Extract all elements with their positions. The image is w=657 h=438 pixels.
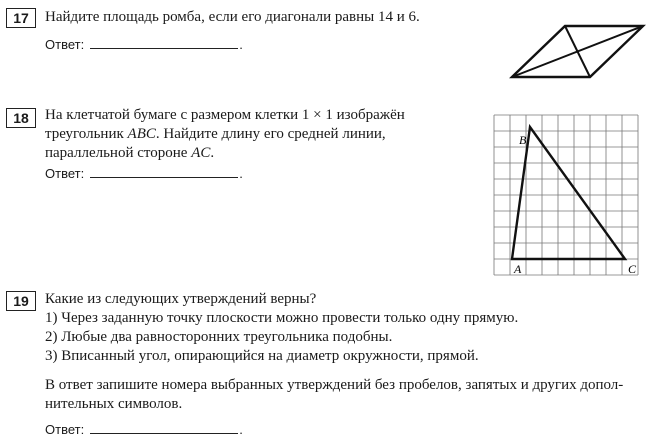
task-18-line3: параллельной стороне AC. bbox=[45, 145, 215, 161]
task-18-text bbox=[45, 106, 471, 163]
answer-label: Ответ: bbox=[45, 422, 85, 437]
task-19-answer bbox=[45, 421, 243, 438]
task-19-text bbox=[45, 290, 645, 366]
answer-line[interactable] bbox=[90, 36, 238, 49]
side-name: AC bbox=[191, 145, 211, 161]
rhombus-figure bbox=[505, 20, 650, 82]
answer-dot: . bbox=[239, 422, 243, 437]
task-19-statement-1: 1) Через заданную точку плоскости можно провести только одну прямую. bbox=[45, 310, 519, 326]
task-19-number: 19 bbox=[6, 291, 36, 311]
grid-triangle-figure bbox=[490, 110, 650, 280]
answer-line[interactable] bbox=[90, 421, 238, 434]
task-17-number: 17 bbox=[6, 8, 36, 28]
task-17-answer bbox=[45, 36, 243, 53]
label-C: C bbox=[628, 262, 637, 276]
task-19-instruction bbox=[45, 376, 649, 414]
answer-label: Ответ: bbox=[45, 166, 85, 181]
label-B: B bbox=[519, 133, 527, 147]
task-19-statement-2: 2) Любые два равносторонних треугольника подобны. bbox=[45, 329, 393, 345]
rhombus-diagonal-short bbox=[565, 26, 590, 77]
task-17-text: Найдите площадь ромба, если его диагонали равны 14 и 6. bbox=[45, 9, 420, 25]
answer-label: Ответ: bbox=[45, 37, 85, 52]
answer-dot: . bbox=[239, 37, 243, 52]
label-A: A bbox=[514, 262, 522, 276]
task-19-statement-3: 3) Вписанный угол, опирающийся на диаметр окружности, прямой. bbox=[45, 348, 479, 364]
task-18-number: 18 bbox=[6, 108, 36, 128]
task-18-line1: На клетчатой бумаге с размером клетки 1 × 1 изображён bbox=[45, 107, 405, 123]
answer-dot: . bbox=[239, 166, 243, 181]
answer-line[interactable] bbox=[90, 165, 238, 178]
grid bbox=[494, 115, 638, 275]
task-19-question: Какие из следующих утверждений верны? bbox=[45, 291, 317, 307]
task-19-instruction-line1: В ответ запишите номера выбранных утверждений без пробелов, запятых и других допол- bbox=[45, 377, 624, 393]
task-18-line2: треугольник ABC. Найдите длину его средней линии, bbox=[45, 126, 386, 142]
task-18-answer bbox=[45, 165, 243, 182]
triangle-name: ABC bbox=[127, 126, 156, 142]
task-19-instruction-line2: нительных символов. bbox=[45, 396, 183, 412]
